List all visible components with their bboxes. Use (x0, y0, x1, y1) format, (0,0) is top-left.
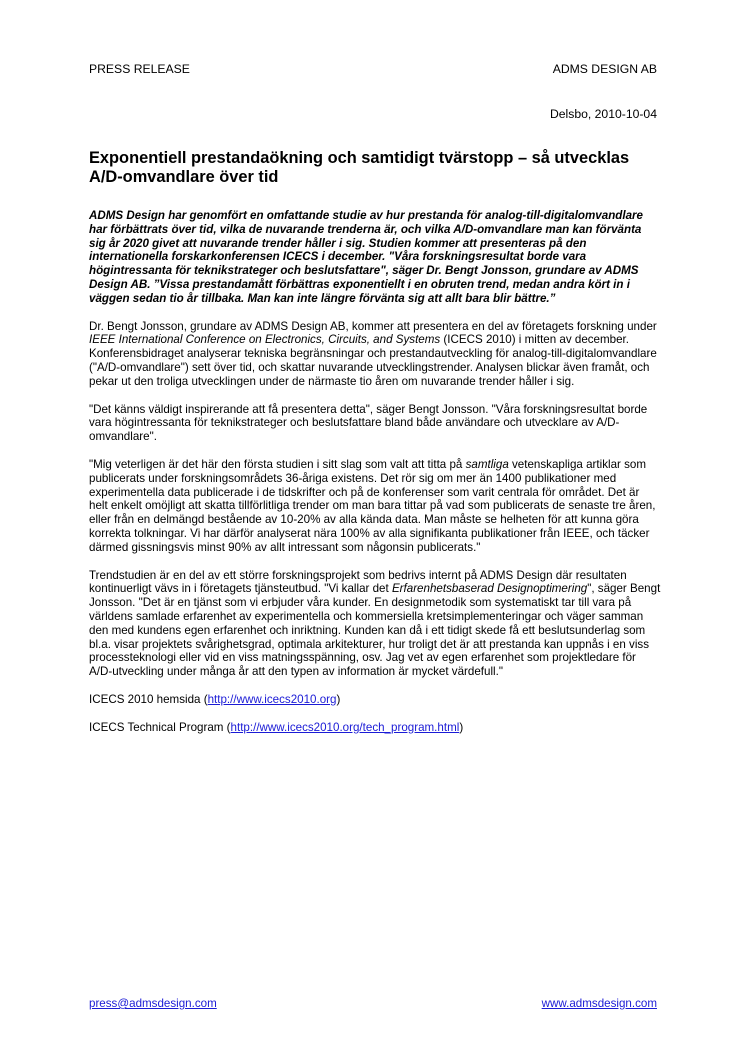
press-email-link[interactable]: press@admsdesign.com (89, 997, 217, 1010)
link1-suffix: ) (336, 692, 341, 706)
link2-suffix: ) (459, 720, 464, 734)
paragraph-2: "Det känns väldigt inspirerande att få presentera detta", säger Bengt Jonsson. "Våra forskningsresultat borde vara högintressanta för teknikstrateger och beslutsfattare bland både användare och utvecklare av A/D-omvandlare". (89, 402, 648, 444)
paragraph-3 (89, 458, 661, 555)
technical-program-link[interactable]: http://www.icecs2010.org/tech_program.html (230, 720, 460, 734)
technical-program-line (89, 721, 661, 735)
conference-name: IEEE International Conference on Electronics, Circuits, and Systems (89, 333, 441, 347)
paragraph-1-text-c: (ICECS 2010) i mitten av december. Konferensbidraget analyserar tekniska begränsningar och prestandautveckling för analog-till-digitalomvandlare ("A/D-omvandlare") sett över tid, och skattar nuvarande utvecklingstrender. Analysen blickar även framåt, och pekar ut den troliga utvecklingen under de närmaste tio åren om nuvarande trender håller i sig. (89, 333, 657, 388)
paragraph-4-text-a: Trendstudien är en del av ett större forskningsprojekt som bedrivs internt på ADMS Design där resultaten kontinuerligt vävs in i företagets tjänsteutbud. "Vi kallar det (89, 568, 627, 596)
article-title: Exponentiell prestandaökning och samtidigt tvärstopp – så utvecklas A/D-omvandlare över tid (89, 149, 630, 186)
service-name: Erfarenhetsbaserad Designoptimering (391, 582, 588, 596)
paragraph-3-text-a: "Mig veterligen är det här den första studien i sitt slag som valt att titta på (89, 457, 466, 471)
link1-prefix: ICECS 2010 hemsida ( (89, 692, 208, 706)
conference-homepage-link[interactable]: http://www.icecs2010.org (207, 692, 337, 706)
paragraph-3-text-c: vetenskapliga artiklar som publicerats under forskningsområdets 36-åriga existens. Det rör sig om mer än 1400 publikationer med experimentella data publicerade i de tidskrifter och på de konferenser som varit centrala för området. Det är helt enkelt omöjligt att skatta tillförlitliga trender om man bara tittar på vad som publicerats de senaste tre åren, eller från en delmängd bestående av 10-20% av alla kända data. Man måste se helheten för att kunna göra korrekta tolkningar. Vi har därför analyserat nära 100% av alla signifikanta publikationer från IEEE, och täcker därmed gissningsvis minst 90% av allt intressant som någonsin publicerats." (89, 457, 656, 554)
header-company: ADMS DESIGN AB (552, 62, 657, 76)
dateline: Delsbo, 2010-10-04 (549, 107, 657, 121)
paragraph-1 (89, 320, 661, 389)
paragraph-1-text-a: Dr. Bengt Jonsson, grundare av ADMS Design AB, kommer att presentera en del av företagets forskning under (89, 319, 657, 333)
lead-paragraph: ADMS Design har genomfört en omfattande studie av hur prestanda för analog-till-digitalomvandlare har förbättrats över tid, vilka de nuvarande trenderna är, och vilka A/D-omvandlare man kan förvänta sig år 2020 givet att nuvarande trender håller i sig. Studien kommer att presenteras på den internationella forskarkonferensen ICECS i december. "Våra forskningsresultat borde vara högintressanta för teknikstrateger och beslutsfattare", säger Dr. Bengt Jonsson, grundare av ADMS Design AB. ”Vissa prestandamått förbättras exponentiellt i en obruten trend, medan andra kört in i väggen sedan tio år tillbaka. Man kan inte längre förvänta sig att allt bara blir bättre.” (89, 209, 643, 305)
conference-homepage-line (89, 693, 661, 707)
emphasis-samtliga: samtliga (465, 457, 509, 471)
header-label: PRESS RELEASE (89, 62, 190, 76)
link2-prefix: ICECS Technical Program ( (89, 720, 231, 734)
website-link[interactable]: www.admsdesign.com (541, 997, 657, 1010)
article-body (89, 149, 661, 735)
paragraph-4-text-c: ", säger Bengt Jonsson. "Det är en tjänst som vi erbjuder våra kunder. En designmetodik som systematiskt tar till vara på världens samlade erfarenhet av experimentella och kommersiella kretsimplementeringar och väger samman den med kundens egen erfarenhet och inriktning. Kunden kan då i ett tidigt skede få ett beslutsunderlag som bl.a. visar projektets svårighetsgrad, optimala arkitekturer, hur troligt det är att prestanda kan uppnås i en viss processteknologi eller vid en viss matningsspänning, osv. Jag vet av egen erfarenhet som projektledare för A/D-utveckling under många år att den typen av information är mycket värdefull." (89, 582, 661, 679)
paragraph-4 (89, 569, 661, 679)
